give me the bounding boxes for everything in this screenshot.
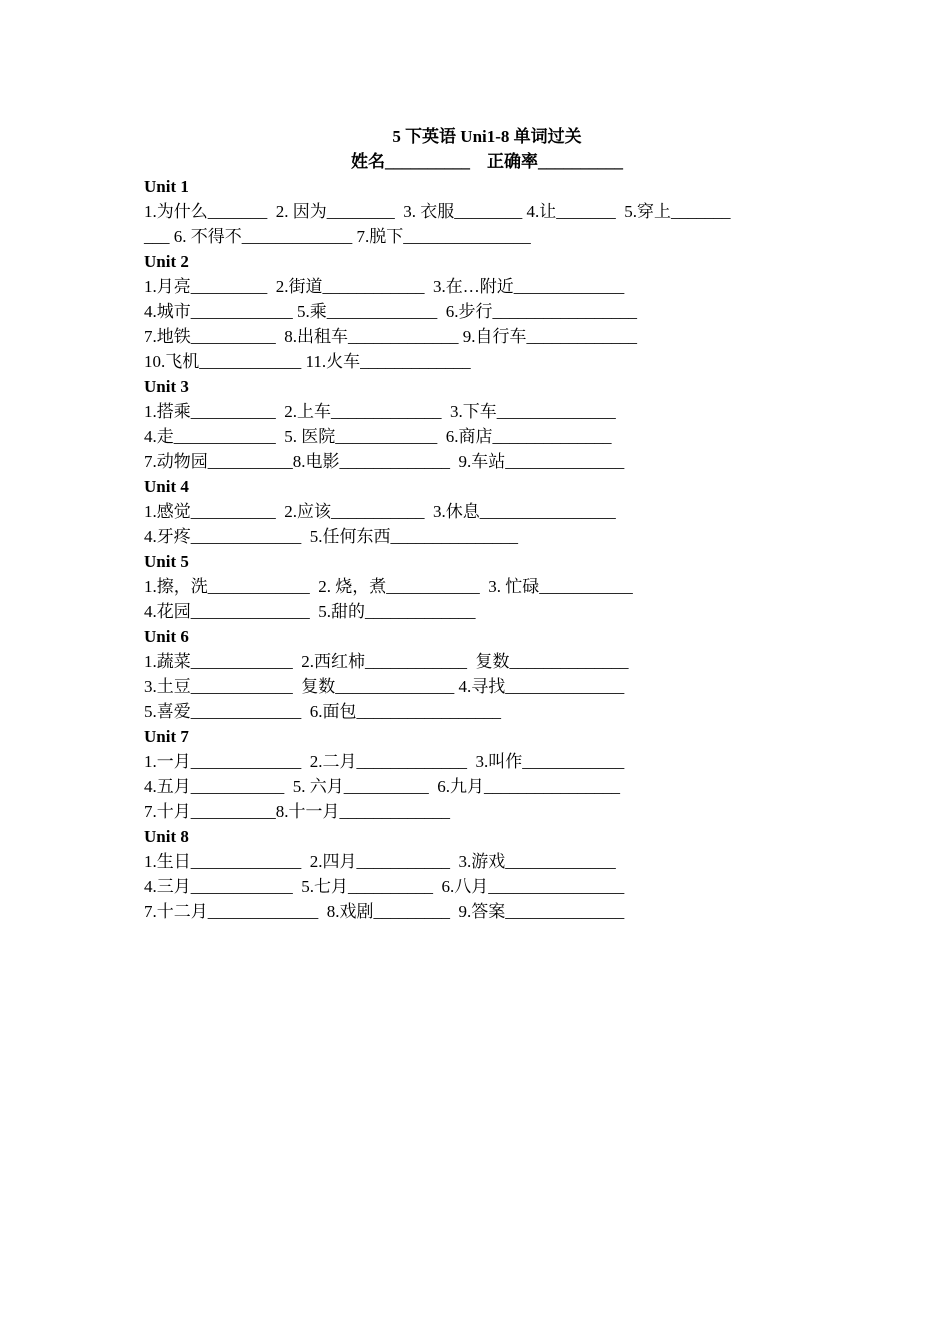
- unit-6-line-3: 5.喜爱_____________ 6.面包_________________: [144, 702, 501, 721]
- unit-6-line-2: 3.土豆____________ 复数______________ 4.寻找______________: [144, 677, 625, 696]
- unit-8-line-1: 1.生日_____________ 2.四月___________ 3.游戏_____________: [144, 852, 616, 871]
- unit-6-heading: Unit 6: [144, 627, 189, 646]
- unit-4-line-1: 1.感觉__________ 2.应该___________ 3.休息________________: [144, 502, 616, 521]
- unit-2-line-2: 4.城市____________ 5.乘_____________ 6.步行_________________: [144, 302, 637, 321]
- unit-2-line-3: 7.地铁__________ 8.出租车_____________ 9.自行车_____________: [144, 327, 637, 346]
- unit-1-line-1: 1.为什么_______ 2. 因为________ 3. 衣服________ 4.让_______ 5.穿上_______: [144, 202, 731, 221]
- unit-2-section: [144, 249, 824, 374]
- unit-7-heading: Unit 7: [144, 727, 189, 746]
- unit-5-heading: Unit 5: [144, 552, 189, 571]
- unit-4-line-2: 4.牙疼_____________ 5.任何东西_______________: [144, 527, 518, 546]
- unit-5-line-1: 1.擦，洗____________ 2. 烧，煮___________ 3. 忙碌___________: [144, 577, 633, 596]
- unit-2-line-4: 10.飞机____________ 11.火车_____________: [144, 352, 471, 371]
- unit-7-line-1: 1.一月_____________ 2.二月_____________ 3.叫作____________: [144, 752, 625, 771]
- name-and-score-line: 姓名__________ 正确率__________: [351, 152, 623, 171]
- unit-3-line-3: 7.动物园__________8.电影_____________ 9.车站______________: [144, 452, 625, 471]
- worksheet-content: [144, 124, 824, 924]
- unit-3-heading: Unit 3: [144, 377, 189, 396]
- unit-2-line-1: 1.月亮_________ 2.街道____________ 3.在…附近_____________: [144, 277, 625, 296]
- unit-5-line-2: 4.花园______________ 5.甜的_____________: [144, 602, 476, 621]
- unit-3-line-2: 4.走____________ 5. 医院____________ 6.商店______________: [144, 427, 612, 446]
- unit-7-section: [144, 724, 824, 824]
- unit-4-section: [144, 474, 824, 549]
- unit-3-section: [144, 374, 824, 474]
- unit-6-line-1: 1.蔬菜____________ 2.西红柿____________ 复数______________: [144, 652, 629, 671]
- unit-6-section: [144, 624, 824, 724]
- unit-1-section: [144, 174, 824, 249]
- unit-5-section: [144, 549, 824, 624]
- unit-8-line-3: 7.十二月_____________ 8.戏剧_________ 9.答案______________: [144, 902, 625, 921]
- unit-1-heading: Unit 1: [144, 177, 189, 196]
- unit-7-line-2: 4.五月___________ 5. 六月__________ 6.九月________________: [144, 777, 620, 796]
- unit-4-heading: Unit 4: [144, 477, 189, 496]
- unit-1-line-2: ___ 6. 不得不_____________ 7.脱下_______________: [144, 227, 531, 246]
- unit-8-section: [144, 824, 824, 924]
- worksheet-title: 5 下英语 Uni1-8 单词过关: [392, 127, 582, 146]
- unit-8-line-2: 4.三月____________ 5.七月__________ 6.八月________________: [144, 877, 625, 896]
- unit-7-line-3: 7.十月__________8.十一月_____________: [144, 802, 450, 821]
- unit-3-line-1: 1.搭乘__________ 2.上车_____________ 3.下车______________: [144, 402, 616, 421]
- unit-8-heading: Unit 8: [144, 827, 189, 846]
- unit-2-heading: Unit 2: [144, 252, 189, 271]
